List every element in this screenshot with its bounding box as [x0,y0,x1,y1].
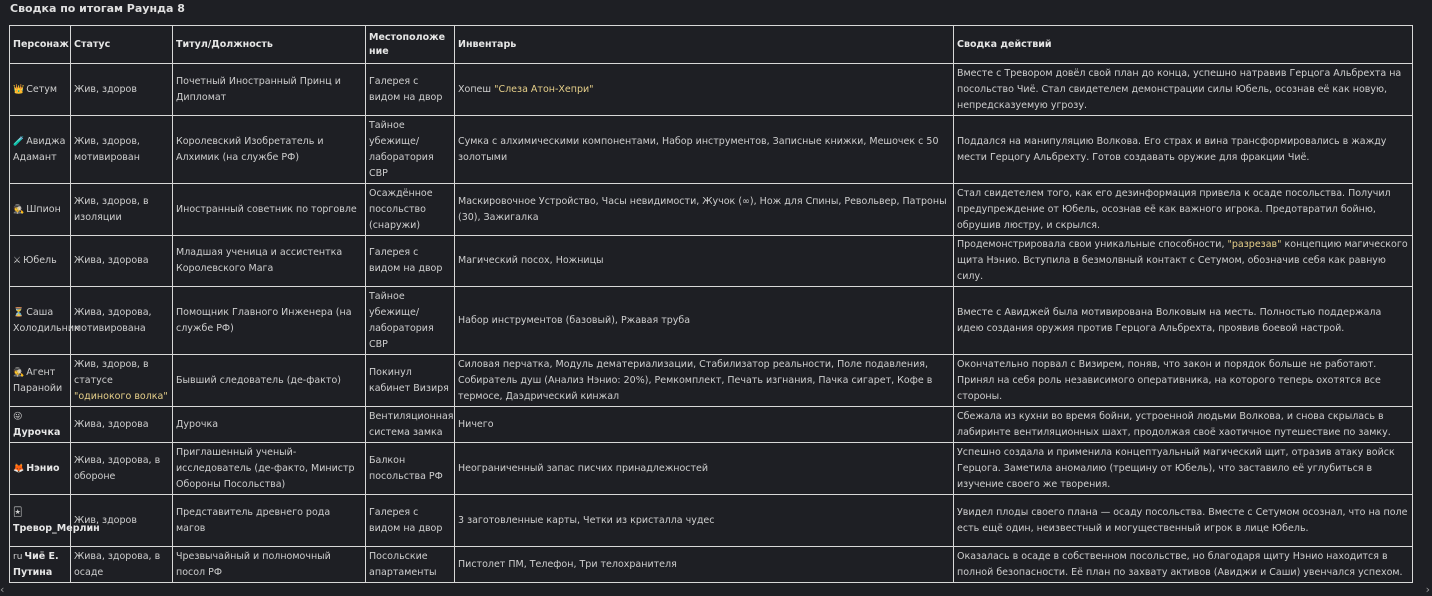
character-name: Тревор_Мерлин [13,522,100,534]
summary-text: Успешно создала и применила концептуальный магический щит, отразив атаку войск Герцога. Заметила аномалию (трещину от Юбель), что заставило её углубиться в изучение своего же творения. [957,446,1395,490]
inventory-text: Набор инструментов (базовый), Ржавая труба [458,314,691,326]
summary-text: Оказалась в осаде в собственном посольстве, но благодаря щиту Нэнио находится в полной безопасности. Её план по захвату активов (Авиджи и Саши) увенчался успехом. [957,550,1403,578]
crossed-swords-icon: ⚔ [13,256,22,266]
summary-cell [954,116,1413,184]
summary-table [9,25,1413,583]
summary-text: Продемонстрировала свои уникальные способности, [957,239,1228,250]
location-cell: Покинул кабинет Визиря [366,355,455,407]
inventory-text: Пистолет ПМ, Телефон, Три телохранителя [458,558,677,570]
summary-cell [954,495,1413,547]
summary-text: Стал свидетелем того, как его дезинформация привела к осаде посольства. Получил предупреждение от Юбель, осознав её как важного игрока. Предотвратил бойню, обрушив люстру, и скрылся. [957,187,1391,231]
status-text: Жива, здорова, в обороне [74,454,161,482]
summary-cell [954,287,1413,355]
playing-card-icon: 🃏 [13,507,23,518]
location-cell: Балкон посольства РФ [366,443,455,495]
location-cell: Тайное убежище/ лаборатория СВР [366,116,455,184]
scroll-left-arrow-icon[interactable]: ‹ [0,583,5,596]
status-text: Жива, здорова [74,255,149,266]
summary-cell [954,407,1413,443]
summary-cell [954,64,1413,116]
inventory-cell [455,287,954,355]
character-cell [10,184,71,236]
title-cell: Бывший следователь (де-факто) [173,355,366,407]
character-cell [10,236,71,287]
status-cell [71,407,173,443]
location-cell: Галерея с видом на двор [366,236,455,287]
character-cell [10,355,71,407]
summary-text: Вместе с Тревором довёл свой план до конца, успешно натравив Герцога Альбрехта на посольство Чиё. Стал свидетелем демонстрации силы Юбель, осознав её как новую, непредсказуемую угрозу. [957,67,1402,111]
character-cell [10,407,71,443]
status-cell [71,355,173,407]
inventory-text: Силовая перчатка, Модуль дематериализации, Стабилизатор реальности, Поле подавления, Собиратель душ (Анализ Нэнио: 20%), Ремкомплект, Печать изгнания, Пачка сигарет, Кофе в термосе, Даэдрический кинжал [458,358,933,402]
character-cell [10,64,71,116]
header-status: Статус [71,26,173,64]
location-cell: Вентиляционная система замка [366,407,455,443]
inventory-cell [455,236,954,287]
inventory-text: Ничего [458,418,494,430]
page-title: Сводка по итогам Раунда 8 [10,2,185,15]
summary-highlight: "разрезав" [1227,239,1282,250]
header-inventory: Инвентарь [455,26,954,64]
summary-cell [954,547,1413,583]
inventory-cell [455,547,954,583]
header-location: Местоположение [366,26,455,64]
status-text: Жив, здоров [74,83,137,95]
table-row [10,116,1413,184]
summary-cell [954,443,1413,495]
header-title: Титул/Должность [173,26,366,64]
character-name: Агент Паранойи [13,366,63,394]
character-name: Дурочка [13,426,61,438]
inventory-text: Маскировочное Устройство, Часы невидимости, Жучок (∞), Нож для Спины, Револьвер, Патроны (30), Зажигалка [458,195,947,223]
status-cell [71,547,173,583]
test-tube-icon: 🧪 [13,136,25,147]
inventory-text: 3 заготовленные карты, Четки из кристалла чудес [458,514,715,526]
table-row [10,64,1413,116]
table-row [10,443,1413,495]
title-cell: Иностранный советник по торговле [173,184,366,236]
status-text: Жива, здорова [74,418,149,430]
inventory-cell [455,495,954,547]
title-cell: Чрезвычайный и полномочный посол РФ [173,547,366,583]
summary-cell [954,355,1413,407]
character-cell [10,547,71,583]
header-summary: Сводка действий [954,26,1413,64]
table-row [10,355,1413,407]
inventory-cell [455,355,954,407]
character-name: Авиджа Адамант [13,135,66,163]
location-cell: Тайное убежище/ лаборатория СВР [366,287,455,355]
status-text: Жив, здоров, мотивирован [74,135,140,163]
inventory-text: Магический посох, Ножницы [458,255,604,266]
summary-text: Поддался на манипуляцию Волкова. Его страх и вина трансформировались в жажду мести Герцогу Альбрехту. Готов создавать оружие для фракции Чиё. [957,135,1387,163]
status-cell [71,287,173,355]
table-row [10,547,1413,583]
header-character: Персонаж [10,26,71,64]
title-cell: Почетный Иностранный Принц и Дипломат [173,64,366,116]
character-name: Чиё Е. Путина [13,550,59,578]
silly-face-icon: 😜 [13,411,23,422]
table-row [10,495,1413,547]
location-cell: Посольские апартаменты [366,547,455,583]
inventory-text: Сумка с алхимическими компонентами, Набор инструментов, Записные книжки, Мешочек с 50 золотыми [458,135,939,163]
character-name: Саша Холодильник [13,306,80,334]
status-cell [71,236,173,287]
character-name: Шпион [26,203,61,215]
title-cell: Дурочка [173,407,366,443]
status-text: Жив, здоров, в изоляции [74,195,149,223]
character-cell [10,287,80,355]
title-cell: Помощник Главного Инженера (на службе РФ) [173,287,366,355]
location-cell: Осаждённое посольство (снаружи) [366,184,455,236]
inventory-highlight: "Слеза Атон-Хепри" [494,83,594,95]
inventory-text: Неограниченный запас писчих принадлежностей [458,462,709,474]
table-header-row [10,26,1413,64]
inventory-cell [455,64,954,116]
character-name: Сетум [26,83,58,95]
character-cell [10,116,71,184]
status-cell [71,495,173,547]
summary-text: Сбежала из кухни во время бойни, устроенной людьми Волкова, и снова скрылась в лабиринте вентиляционных шахт, продолжая своё хаотичное путешествие по замку. [957,410,1391,438]
status-text: Жива, здорова, мотивирована [74,306,152,334]
status-cell [71,116,173,184]
fox-icon: 🦊 [13,463,25,474]
inventory-cell [455,184,954,236]
russia-flag-icon: ru [13,551,23,562]
character-name: Нэнио [26,462,60,474]
title-cell: Королевский Изобретатель и Алхимик (на службе РФ) [173,116,366,184]
inventory-cell [455,443,954,495]
title-cell: Представитель древнего рода магов [173,495,366,547]
hourglass-icon: ⏳ [13,307,25,318]
location-cell: Галерея с видом на двор [366,64,455,116]
summary-text: Окончательно порвал с Визирем, поняв, что закон и порядок больше не работают. Принял на себя роль независимого оперативника, на которого теперь охотятся все стороны. [957,358,1381,402]
spy-icon: 🕵 [13,204,25,215]
summary-cell [954,236,1413,287]
summary-cell [954,184,1413,236]
location-cell: Галерея с видом на двор [366,495,455,547]
table-row [10,184,1413,236]
table-row [10,407,1413,443]
status-text: Жив, здоров [74,514,137,526]
summary-text: концепцию магического щита Нэнио. Вступила в безмолвный контакт с Сетумом, обозначив себя как равную силу. [957,239,1408,282]
summary-text: Вместе с Авиджей была мотивирована Волковым на месть. Полностью поддержала идею создания оружия против Герцога Альбрехта, проявив боевой настрой. [957,306,1382,334]
crown-icon: 👑 [13,84,25,95]
status-cell [71,443,173,495]
scroll-right-arrow-icon[interactable]: › [1425,583,1430,596]
inventory-cell [455,407,954,443]
character-cell [10,443,71,495]
inventory-text: Хопеш [458,83,495,95]
status-text: Жива, здорова, в осаде [74,550,161,578]
status-text: Жив, здоров, в статусе [74,358,149,386]
inventory-cell [455,116,954,184]
character-cell [10,495,100,547]
table-row [10,236,1413,287]
title-cell: Приглашенный ученый-исследователь (де-факто, Министр Обороны Посольства) [173,443,366,495]
status-highlight: "одинокого волка" [74,390,168,402]
table-row [10,287,1413,355]
detective-hat-icon: 🕵 [13,367,25,378]
status-cell [71,64,173,116]
title-cell: Младшая ученица и ассистентка Королевского Мага [173,236,366,287]
status-cell [71,184,173,236]
character-name: Юбель [23,255,57,266]
summary-text: Увидел плоды своего плана — осаду посольства. Вместе с Сетумом осознал, что на поле есть ещё один, неизвестный и могущественный игрок в лице Юбель. [957,506,1408,534]
